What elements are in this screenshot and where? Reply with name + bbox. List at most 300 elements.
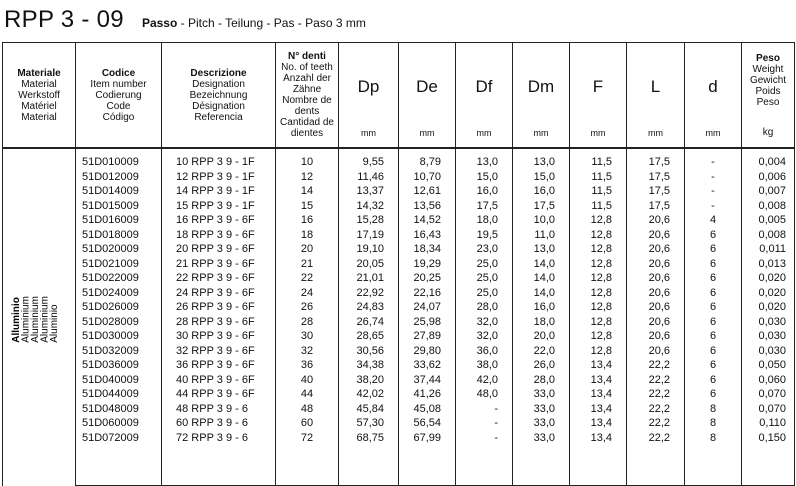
dp-cell: 34,38	[339, 358, 399, 373]
material-label: Aluminium	[30, 296, 41, 343]
item-code-cell: 51D016009	[76, 213, 162, 228]
df-cell: 16,0	[456, 184, 513, 199]
header-line: Nombre de	[282, 95, 332, 106]
item-code-cell: 51D020009	[76, 242, 162, 257]
f-cell: 12,8	[570, 286, 627, 301]
item-code-cell: 51D028009	[76, 315, 162, 330]
header-unit: mm	[590, 128, 606, 138]
dm-cell: 14,0	[513, 286, 570, 301]
description-cell: 12 RPP 3 9 - 1F	[162, 170, 276, 185]
de-cell: 25,98	[399, 315, 456, 330]
weight-cell: 0,007	[742, 184, 795, 199]
df-cell: 32,0	[456, 329, 513, 344]
de-cell: 8,79	[399, 148, 456, 170]
weight-cell: 0,020	[742, 300, 795, 315]
f-cell: 11,5	[570, 184, 627, 199]
weight-cell: 0,070	[742, 402, 795, 417]
de-cell: 24,07	[399, 300, 456, 315]
l-cell: 20,6	[627, 242, 685, 257]
d-cell: 6	[685, 257, 742, 272]
header-f	[570, 43, 627, 149]
df-cell: 15,0	[456, 170, 513, 185]
header-line: Item number	[90, 78, 147, 90]
header-dm	[513, 43, 570, 149]
item-code-cell: 51D022009	[76, 271, 162, 286]
dp-cell: 13,37	[339, 184, 399, 199]
f-cell: 13,4	[570, 358, 627, 373]
header-unit: mm	[705, 128, 721, 138]
header-line: Material	[21, 111, 57, 123]
dm-cell: 28,0	[513, 373, 570, 388]
item-code-cell: 51D040009	[76, 373, 162, 388]
l-cell: 20,6	[627, 228, 685, 243]
d-cell: -	[685, 170, 742, 185]
d-cell: 6	[685, 271, 742, 286]
header-line: Cantidad de	[280, 117, 334, 128]
dm-cell: 20,0	[513, 329, 570, 344]
item-code-cell: 51D030009	[76, 329, 162, 344]
f-cell: 13,4	[570, 373, 627, 388]
weight-cell: 0,011	[742, 242, 795, 257]
table-row	[3, 286, 795, 301]
header-line: Matériel	[21, 100, 57, 112]
weight-cell: 0,004	[742, 148, 795, 170]
header-unit: mm	[533, 128, 549, 138]
header-line: Anzahl der	[283, 73, 331, 84]
header-line: Código	[102, 111, 135, 123]
dp-cell: 11,46	[339, 170, 399, 185]
header-line: Designation	[192, 78, 245, 90]
l-cell: 22,2	[627, 402, 685, 417]
material-label: Alluminio	[11, 297, 22, 343]
header-codice	[76, 43, 162, 149]
header-line: Gewicht	[749, 74, 787, 86]
f-cell: 12,8	[570, 213, 627, 228]
table-row	[3, 387, 795, 402]
description-cell: 21 RPP 3 9 - 6F	[162, 257, 276, 272]
d-cell: 8	[685, 431, 742, 486]
d-cell: 6	[685, 300, 742, 315]
header-line: dents	[294, 106, 320, 117]
header-unit: kg	[762, 126, 774, 138]
table-row	[3, 300, 795, 315]
de-cell: 41,26	[399, 387, 456, 402]
description-cell: 30 RPP 3 9 - 6F	[162, 329, 276, 344]
de-cell: 33,62	[399, 358, 456, 373]
df-cell: -	[456, 431, 513, 486]
header-line: Bezeichnung	[189, 89, 248, 101]
material-label-group	[9, 285, 69, 350]
df-cell: 23,0	[456, 242, 513, 257]
l-cell: 17,5	[627, 199, 685, 214]
description-cell: 40 RPP 3 9 - 6F	[162, 373, 276, 388]
d-cell: 6	[685, 344, 742, 359]
f-cell: 11,5	[570, 148, 627, 170]
d-cell: 6	[685, 329, 742, 344]
description-cell: 10 RPP 3 9 - 1F	[162, 148, 276, 170]
teeth-cell: 22	[276, 271, 339, 286]
de-cell: 37,44	[399, 373, 456, 388]
header-symbol: Dp	[357, 77, 380, 96]
de-cell: 19,29	[399, 257, 456, 272]
table-body	[3, 148, 795, 486]
teeth-cell: 14	[276, 184, 339, 199]
dp-cell: 26,74	[339, 315, 399, 330]
weight-cell: 0,050	[742, 358, 795, 373]
df-cell: -	[456, 402, 513, 417]
weight-cell: 0,150	[742, 431, 795, 486]
l-cell: 20,6	[627, 300, 685, 315]
d-cell: 6	[685, 387, 742, 402]
l-cell: 22,2	[627, 416, 685, 431]
dm-cell: 26,0	[513, 358, 570, 373]
teeth-cell: 15	[276, 199, 339, 214]
teeth-cell: 26	[276, 300, 339, 315]
l-cell: 20,6	[627, 344, 685, 359]
df-cell: -	[456, 416, 513, 431]
l-cell: 20,6	[627, 286, 685, 301]
table-row	[3, 431, 795, 486]
dp-cell: 28,65	[339, 329, 399, 344]
header-de	[399, 43, 456, 149]
de-cell: 16,43	[399, 228, 456, 243]
material-label: Aluminium	[20, 296, 32, 343]
item-code-cell: 51D018009	[76, 228, 162, 243]
header-line: dientes	[290, 128, 324, 139]
dp-cell: 68,75	[339, 431, 399, 486]
description-cell: 72 RPP 3 9 - 6	[162, 431, 276, 486]
df-cell: 25,0	[456, 286, 513, 301]
header-d	[685, 43, 742, 149]
header-line: Code	[106, 100, 131, 112]
header-line: Zähne	[292, 84, 322, 95]
dp-cell: 22,92	[339, 286, 399, 301]
dm-cell: 13,0	[513, 148, 570, 170]
header-peso	[742, 43, 795, 149]
header-denti	[276, 43, 339, 149]
teeth-cell: 44	[276, 387, 339, 402]
l-cell: 22,2	[627, 358, 685, 373]
dp-cell: 9,55	[339, 148, 399, 170]
df-cell: 25,0	[456, 271, 513, 286]
header-symbol: Dm	[527, 77, 555, 96]
dm-cell: 16,0	[513, 300, 570, 315]
teeth-cell: 24	[276, 286, 339, 301]
header-symbol: Df	[475, 77, 493, 96]
table-row	[3, 184, 795, 199]
dp-cell: 57,30	[339, 416, 399, 431]
d-cell: 6	[685, 242, 742, 257]
weight-cell: 0,030	[742, 329, 795, 344]
weight-cell: 0,020	[742, 286, 795, 301]
f-cell: 11,5	[570, 199, 627, 214]
description-cell: 36 RPP 3 9 - 6F	[162, 358, 276, 373]
weight-cell: 0,006	[742, 170, 795, 185]
header-line: Materiale	[17, 67, 61, 79]
description-cell: 16 RPP 3 9 - 6F	[162, 213, 276, 228]
header-line: Désignation	[192, 100, 245, 112]
description-cell: 14 RPP 3 9 - 1F	[162, 184, 276, 199]
f-cell: 12,8	[570, 242, 627, 257]
dp-cell: 42,02	[339, 387, 399, 402]
pitch-subtitle-rest: - Pitch - Teilung - Pas - Paso 3 mm	[177, 16, 366, 30]
teeth-cell: 30	[276, 329, 339, 344]
header-unit: mm	[648, 128, 663, 138]
weight-cell: 0,030	[742, 344, 795, 359]
header-line: Codierung	[95, 89, 142, 101]
table-row	[3, 148, 795, 170]
table-row	[3, 257, 795, 272]
item-code-cell: 51D044009	[76, 387, 162, 402]
dp-cell: 19,10	[339, 242, 399, 257]
description-cell: 48 RPP 3 9 - 6	[162, 402, 276, 417]
header-unit: mm	[419, 128, 435, 138]
teeth-cell: 16	[276, 213, 339, 228]
l-cell: 20,6	[627, 329, 685, 344]
de-cell: 13,56	[399, 199, 456, 214]
header-symbol: L	[650, 77, 661, 96]
dm-cell: 33,0	[513, 431, 570, 486]
df-cell: 38,0	[456, 358, 513, 373]
header-symbol: d	[708, 77, 718, 96]
dm-cell: 13,0	[513, 242, 570, 257]
description-cell: 60 RPP 3 9 - 6	[162, 416, 276, 431]
dm-cell: 14,0	[513, 257, 570, 272]
de-cell: 20,25	[399, 271, 456, 286]
l-cell: 20,6	[627, 213, 685, 228]
f-cell: 12,8	[570, 271, 627, 286]
dm-cell: 33,0	[513, 387, 570, 402]
teeth-cell: 60	[276, 416, 339, 431]
header-dp	[339, 43, 399, 149]
dm-cell: 11,0	[513, 228, 570, 243]
de-cell: 18,34	[399, 242, 456, 257]
f-cell: 12,8	[570, 257, 627, 272]
de-cell: 45,08	[399, 402, 456, 417]
df-cell: 19,5	[456, 228, 513, 243]
f-cell: 13,4	[570, 416, 627, 431]
material-label: Aluminium	[39, 296, 51, 343]
d-cell: 8	[685, 416, 742, 431]
header-line: Descrizione	[190, 67, 247, 79]
f-cell: 12,8	[570, 300, 627, 315]
weight-cell: 0,070	[742, 387, 795, 402]
teeth-cell: 18	[276, 228, 339, 243]
de-cell: 67,99	[399, 431, 456, 486]
table-row	[3, 228, 795, 243]
df-cell: 13,0	[456, 148, 513, 170]
item-code-cell: 51D048009	[76, 402, 162, 417]
df-cell: 48,0	[456, 387, 513, 402]
d-cell: -	[685, 148, 742, 170]
de-cell: 22,16	[399, 286, 456, 301]
dm-cell: 17,5	[513, 199, 570, 214]
f-cell: 11,5	[570, 170, 627, 185]
header-descrizione	[162, 43, 276, 149]
table-row	[3, 213, 795, 228]
table-row	[3, 271, 795, 286]
d-cell: 4	[685, 213, 742, 228]
teeth-cell: 20	[276, 242, 339, 257]
header-materiale	[3, 43, 76, 149]
teeth-cell: 28	[276, 315, 339, 330]
df-cell: 17,5	[456, 199, 513, 214]
f-cell: 12,8	[570, 315, 627, 330]
de-cell: 29,80	[399, 344, 456, 359]
teeth-cell: 72	[276, 431, 339, 486]
df-cell: 18,0	[456, 213, 513, 228]
dm-cell: 10,0	[513, 213, 570, 228]
dp-cell: 15,28	[339, 213, 399, 228]
description-cell: 22 RPP 3 9 - 6F	[162, 271, 276, 286]
table-row	[3, 416, 795, 431]
dm-cell: 16,0	[513, 184, 570, 199]
table-row	[3, 358, 795, 373]
de-cell: 27,89	[399, 329, 456, 344]
d-cell: -	[685, 184, 742, 199]
header-line: Material	[21, 78, 57, 90]
item-code-cell: 51D014009	[76, 184, 162, 199]
title-row	[4, 6, 366, 36]
table-row	[3, 242, 795, 257]
gear-spec-table	[2, 42, 795, 486]
header-line: Referencia	[194, 111, 243, 123]
header-df	[456, 43, 513, 149]
weight-cell: 0,110	[742, 416, 795, 431]
df-cell: 42,0	[456, 373, 513, 388]
material-label: Aluminio	[49, 304, 60, 343]
header-line: Poids	[755, 85, 781, 97]
teeth-cell: 21	[276, 257, 339, 272]
f-cell: 13,4	[570, 431, 627, 486]
table-row	[3, 344, 795, 359]
f-cell: 12,8	[570, 344, 627, 359]
pitch-subtitle	[142, 16, 366, 30]
d-cell: 8	[685, 402, 742, 417]
dm-cell: 18,0	[513, 315, 570, 330]
weight-cell: 0,008	[742, 228, 795, 243]
header-line: Werkstoff	[18, 89, 60, 101]
l-cell: 22,2	[627, 373, 685, 388]
item-code-cell: 51D036009	[76, 358, 162, 373]
header-unit: mm	[476, 128, 492, 138]
item-code-cell: 51D026009	[76, 300, 162, 315]
teeth-cell: 32	[276, 344, 339, 359]
weight-cell: 0,020	[742, 271, 795, 286]
l-cell: 20,6	[627, 271, 685, 286]
f-cell: 13,4	[570, 402, 627, 417]
l-cell: 22,2	[627, 387, 685, 402]
header-symbol: F	[592, 77, 604, 96]
de-cell: 14,52	[399, 213, 456, 228]
weight-cell: 0,005	[742, 213, 795, 228]
material-label-svg	[9, 285, 69, 345]
dp-cell: 45,84	[339, 402, 399, 417]
item-code-cell: 51D012009	[76, 170, 162, 185]
dm-cell: 33,0	[513, 416, 570, 431]
header-line: Weight	[752, 63, 784, 75]
dp-cell: 38,20	[339, 373, 399, 388]
d-cell: 6	[685, 315, 742, 330]
l-cell: 17,5	[627, 184, 685, 199]
teeth-cell: 36	[276, 358, 339, 373]
item-code-cell: 51D072009	[76, 431, 162, 486]
table-row	[3, 199, 795, 214]
d-cell: 6	[685, 286, 742, 301]
l-cell: 17,5	[627, 148, 685, 170]
dp-cell: 21,01	[339, 271, 399, 286]
pitch-subtitle-bold: Passo	[141, 16, 178, 30]
l-cell: 17,5	[627, 170, 685, 185]
weight-cell: 0,030	[742, 315, 795, 330]
header-symbol: De	[416, 77, 438, 96]
df-cell: 32,0	[456, 315, 513, 330]
table-row	[3, 402, 795, 417]
d-cell: 6	[685, 358, 742, 373]
dm-cell: 33,0	[513, 402, 570, 417]
item-code-cell: 51D021009	[76, 257, 162, 272]
table-row	[3, 373, 795, 388]
header-line: Codice	[101, 67, 136, 79]
de-cell: 10,70	[399, 170, 456, 185]
l-cell: 20,6	[627, 257, 685, 272]
f-cell: 12,8	[570, 228, 627, 243]
header-line: Peso	[756, 52, 780, 64]
material-cell	[3, 148, 76, 486]
description-cell: 44 RPP 3 9 - 6F	[162, 387, 276, 402]
dp-cell: 20,05	[339, 257, 399, 272]
item-code-cell: 51D032009	[76, 344, 162, 359]
df-cell: 25,0	[456, 257, 513, 272]
item-code-cell: 51D010009	[76, 148, 162, 170]
header-unit: mm	[361, 128, 376, 138]
dp-cell: 17,19	[339, 228, 399, 243]
dm-cell: 22,0	[513, 344, 570, 359]
item-code-cell: 51D015009	[76, 199, 162, 214]
teeth-cell: 10	[276, 148, 339, 170]
f-cell: 13,4	[570, 387, 627, 402]
d-cell: 6	[685, 373, 742, 388]
dm-cell: 14,0	[513, 271, 570, 286]
item-code-cell: 51D024009	[76, 286, 162, 301]
dp-cell: 30,56	[339, 344, 399, 359]
item-code-cell: 51D060009	[76, 416, 162, 431]
teeth-cell: 48	[276, 402, 339, 417]
table-row	[3, 315, 795, 330]
weight-cell: 0,008	[742, 199, 795, 214]
header-l	[627, 43, 685, 149]
description-cell: 32 RPP 3 9 - 6F	[162, 344, 276, 359]
weight-cell: 0,013	[742, 257, 795, 272]
teeth-cell: 12	[276, 170, 339, 185]
page-title: RPP 3 - 09	[4, 6, 124, 33]
d-cell: 6	[685, 228, 742, 243]
dp-cell: 14,32	[339, 199, 399, 214]
table-row	[3, 329, 795, 344]
l-cell: 22,2	[627, 431, 685, 486]
header-row	[3, 43, 795, 149]
de-cell: 56,54	[399, 416, 456, 431]
teeth-cell: 40	[276, 373, 339, 388]
d-cell: -	[685, 199, 742, 214]
df-cell: 28,0	[456, 300, 513, 315]
description-cell: 20 RPP 3 9 - 6F	[162, 242, 276, 257]
dm-cell: 15,0	[513, 170, 570, 185]
f-cell: 12,8	[570, 329, 627, 344]
description-cell: 24 RPP 3 9 - 6F	[162, 286, 276, 301]
table-row	[3, 170, 795, 185]
description-cell: 26 RPP 3 9 - 6F	[162, 300, 276, 315]
